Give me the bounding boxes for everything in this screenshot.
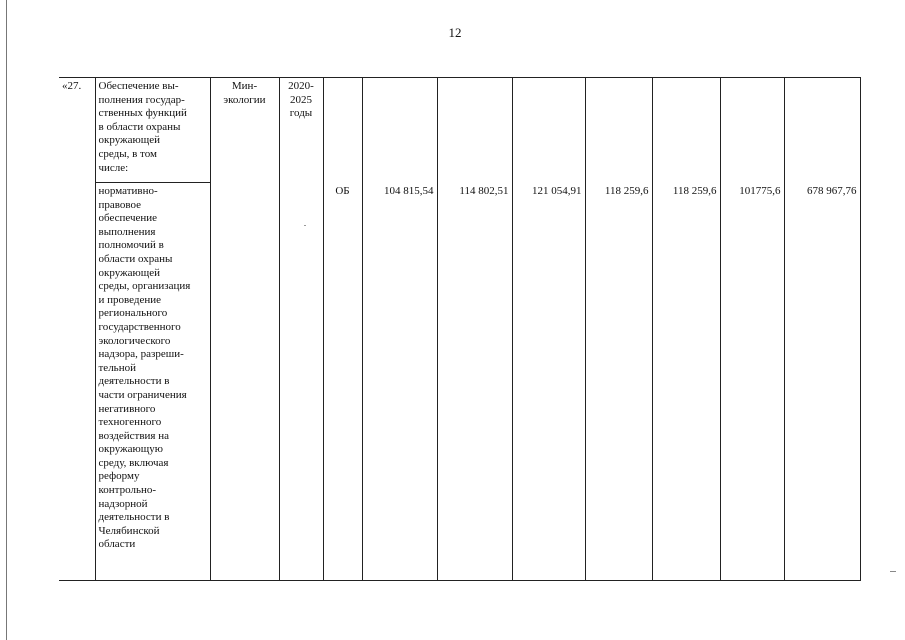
empty-value-cell-2022 [512, 78, 585, 183]
activity-title-cell: Обеспечение вы- полнения государ- ственных функций в области охраны окружающей среды, в том числе: [95, 78, 210, 183]
empty-value-cell-total [784, 78, 860, 183]
empty-value-cell-2020 [362, 78, 437, 183]
value-cell-2024: 118 259,6 [652, 183, 720, 581]
value-cell-2021: 114 802,51 [437, 183, 512, 581]
scan-left-edge-line [6, 0, 7, 640]
empty-value-cell-2025 [720, 78, 784, 183]
scan-edge-mark [890, 571, 896, 572]
empty-source-cell [323, 78, 362, 183]
value-cell-2025: 101775,6 [720, 183, 784, 581]
program-activities-table [59, 77, 861, 581]
funding-source-cell: ОБ [323, 183, 362, 581]
table-row-detail [59, 183, 860, 581]
empty-value-cell-2024 [652, 78, 720, 183]
empty-value-cell-2021 [437, 78, 512, 183]
value-cell-2020: 104 815,54 [362, 183, 437, 581]
value-cell-2023: 118 259,6 [585, 183, 652, 581]
page-number: 12 [448, 25, 462, 40]
value-cell-2022: 121 054,91 [512, 183, 585, 581]
value-cell-total: 678 967,76 [784, 183, 860, 581]
activity-description-cell: нормативно- правовое обеспечение выполнения полномочий в области охраны окружающей среды, организация и проведение регионального государственного экологического надзора, разреши- тельной деятельности в части ограничения негативного техногенного воздействия на окружающую среду, включая реформу контрольно- надзорной деятельности в Челябинской области [95, 183, 210, 581]
period-cell: 2020- 2025 годы [279, 78, 323, 581]
executor-cell: Мин- экологии [210, 78, 279, 581]
table-row-heading [59, 78, 860, 183]
row-number-cell: «27. [59, 78, 95, 581]
empty-value-cell-2023 [585, 78, 652, 183]
